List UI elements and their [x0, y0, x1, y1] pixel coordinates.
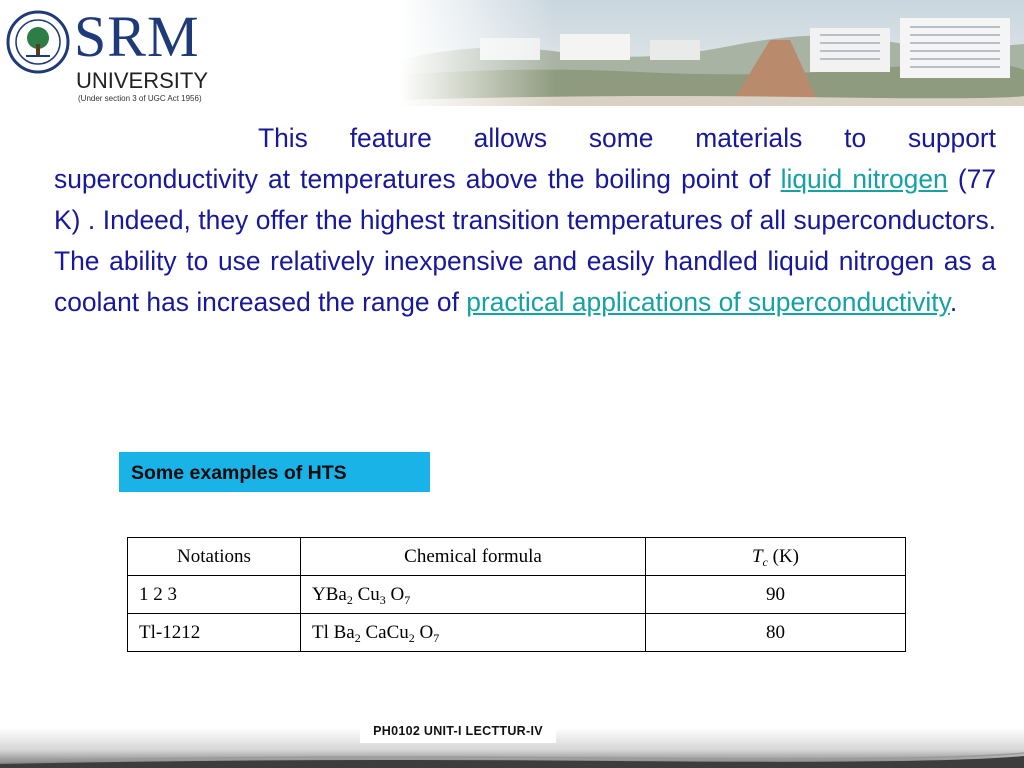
- cell-notation: Tl-1212: [128, 614, 301, 652]
- logo-subtitle: (Under section 3 of UGC Act 1956): [78, 94, 202, 103]
- liquid-nitrogen-link[interactable]: liquid nitrogen: [780, 164, 948, 194]
- body-paragraph: [54, 118, 996, 323]
- header-chemical-formula: Chemical formula: [301, 538, 646, 576]
- cell-tc: 90: [646, 576, 906, 614]
- university-logo: [6, 4, 216, 112]
- header-notations: Notations: [128, 538, 301, 576]
- campus-banner-image: [400, 0, 1024, 106]
- paragraph-text-3: .: [949, 287, 958, 317]
- tc-symbol: T: [751, 545, 763, 567]
- tc-unit: (K): [767, 545, 800, 567]
- paragraph-text-2: (77 K) . Indeed, they offer the highest transition temperatures of all superconductors. The ability to use relatively inexpensive and easily handled liquid nitrogen as a coolant has increased the range of: [54, 164, 996, 317]
- hts-examples-label: Some examples of HTS: [119, 452, 430, 492]
- cell-notation: 1 2 3: [128, 576, 301, 614]
- logo-university-text: UNIVERSITY: [76, 68, 209, 93]
- practical-applications-link[interactable]: practical applications of superconductivity: [466, 287, 950, 317]
- footer-lecture-label: PH0102 UNIT-I LECTTUR-IV: [360, 719, 556, 743]
- tc-subscript: c: [762, 554, 768, 569]
- table-row: [128, 614, 906, 652]
- paragraph-text-1: This feature allows some materials to support superconductivity at temperatures above the boiling point of: [54, 123, 996, 194]
- logo-wordmark: SRM: [74, 4, 200, 69]
- seal-emblem-icon: [6, 10, 70, 74]
- cell-formula: Tl $Ba_2$ CaCu$_2$ $O_7$: [301, 614, 646, 652]
- header-tc: [646, 538, 906, 576]
- cell-formula: YBa$_2$ $Cu_3$ $O_7$: [301, 576, 646, 614]
- table-header-row: [128, 538, 906, 576]
- hts-table: [127, 537, 906, 652]
- table-row: [128, 576, 906, 614]
- cell-tc: 80: [646, 614, 906, 652]
